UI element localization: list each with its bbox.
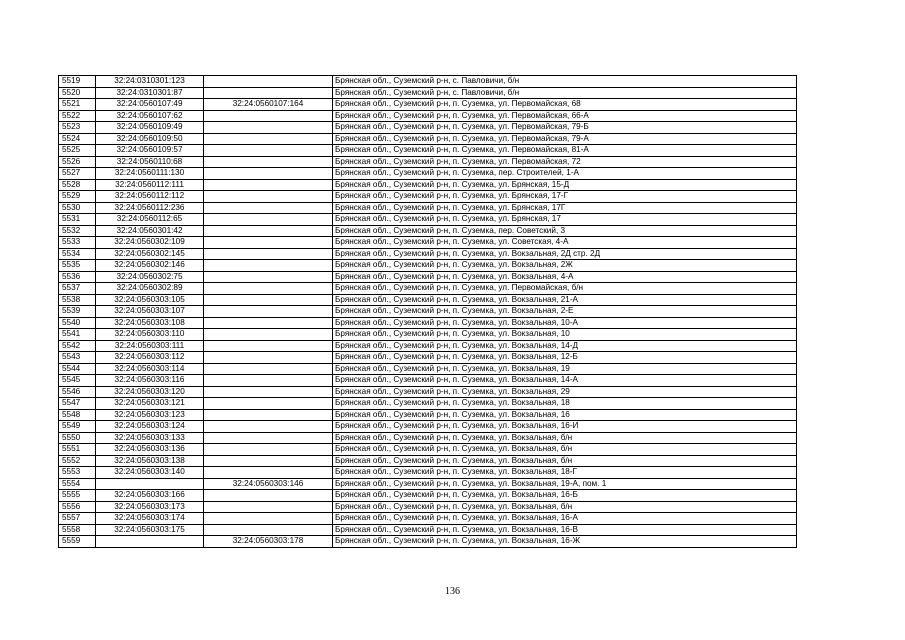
table-row bbox=[59, 271, 797, 283]
table-row bbox=[59, 283, 797, 295]
building-cadastral-number-cell bbox=[204, 145, 333, 157]
address-cell: Брянская обл., Суземский р-н, п. Суземка, ул. Вокзальная, б/н bbox=[333, 432, 797, 444]
row-number-cell: 5529 bbox=[59, 191, 96, 203]
table-row bbox=[59, 168, 797, 180]
building-cadastral-number-cell: 32:24:0560303:146 bbox=[204, 478, 333, 490]
address-cell: Брянская обл., Суземский р-н, п. Суземка, ул. Вокзальная, 16-И bbox=[333, 421, 797, 433]
table-row bbox=[59, 133, 797, 145]
building-cadastral-number-cell bbox=[204, 214, 333, 226]
address-cell: Брянская обл., Суземский р-н, п. Суземка, ул. Брянская, 17 bbox=[333, 214, 797, 226]
cadastral-number-cell: 32:24:0560303:114 bbox=[96, 363, 204, 375]
cadastral-number-cell: 32:24:0560112:112 bbox=[96, 191, 204, 203]
building-cadastral-number-cell bbox=[204, 283, 333, 295]
address-cell: Брянская обл., Суземский р-н, п. Суземка, ул. Вокзальная, б/н bbox=[333, 444, 797, 456]
row-number-cell: 5536 bbox=[59, 271, 96, 283]
building-cadastral-number-cell bbox=[204, 524, 333, 536]
cadastral-number-cell bbox=[96, 536, 204, 548]
row-number-cell: 5546 bbox=[59, 386, 96, 398]
table-row bbox=[59, 467, 797, 479]
building-cadastral-number-cell: 32:24:0560303:178 bbox=[204, 536, 333, 548]
cadastral-number-cell: 32:24:0560303:166 bbox=[96, 490, 204, 502]
building-cadastral-number-cell bbox=[204, 271, 333, 283]
address-cell: Брянская обл., Суземский р-н, п. Суземка, ул. Вокзальная, 2Д стр. 2Д bbox=[333, 248, 797, 260]
row-number-cell: 5557 bbox=[59, 513, 96, 525]
cadastral-number-cell: 32:24:0560303:173 bbox=[96, 501, 204, 513]
table-row bbox=[59, 294, 797, 306]
cadastral-number-cell: 32:24:0560303:124 bbox=[96, 421, 204, 433]
address-cell: Брянская обл., Суземский р-н, п. Суземка, ул. Первомайская, 72 bbox=[333, 156, 797, 168]
row-number-cell: 5537 bbox=[59, 283, 96, 295]
building-cadastral-number-cell bbox=[204, 294, 333, 306]
address-cell: Брянская обл., Суземский р-н, с. Павловичи, б/н bbox=[333, 87, 797, 99]
building-cadastral-number-cell bbox=[204, 248, 333, 260]
cadastral-number-cell: 32:24:0560107:49 bbox=[96, 99, 204, 111]
cadastral-number-cell bbox=[96, 478, 204, 490]
table-row bbox=[59, 260, 797, 272]
row-number-cell: 5528 bbox=[59, 179, 96, 191]
building-cadastral-number-cell bbox=[204, 122, 333, 134]
address-cell: Брянская обл., Суземский р-н, п. Суземка, ул. Брянская, 17Г bbox=[333, 202, 797, 214]
table-row bbox=[59, 444, 797, 456]
row-number-cell: 5519 bbox=[59, 76, 96, 88]
building-cadastral-number-cell bbox=[204, 87, 333, 99]
cadastral-number-cell: 32:24:0560302:109 bbox=[96, 237, 204, 249]
cadastral-number-cell: 32:24:0560303:107 bbox=[96, 306, 204, 318]
address-cell: Брянская обл., Суземский р-н, п. Суземка, ул. Вокзальная, 19-А, пом. 1 bbox=[333, 478, 797, 490]
table-row bbox=[59, 214, 797, 226]
row-number-cell: 5549 bbox=[59, 421, 96, 433]
row-number-cell: 5535 bbox=[59, 260, 96, 272]
building-cadastral-number-cell bbox=[204, 501, 333, 513]
row-number-cell: 5558 bbox=[59, 524, 96, 536]
address-cell: Брянская обл., Суземский р-н, п. Суземка, пер. Строителей, 1-А bbox=[333, 168, 797, 180]
cadastral-number-cell: 32:24:0560303:116 bbox=[96, 375, 204, 387]
row-number-cell: 5548 bbox=[59, 409, 96, 421]
address-cell: Брянская обл., Суземский р-н, п. Суземка, ул. Вокзальная, 10 bbox=[333, 329, 797, 341]
table-row bbox=[59, 409, 797, 421]
cadastral-number-cell: 32:24:0560303:123 bbox=[96, 409, 204, 421]
address-cell: Брянская обл., Суземский р-н, п. Суземка, ул. Первомайская, 79-А bbox=[333, 133, 797, 145]
table-row bbox=[59, 501, 797, 513]
address-cell: Брянская обл., Суземский р-н, п. Суземка, ул. Первомайская, 79-Б bbox=[333, 122, 797, 134]
row-number-cell: 5543 bbox=[59, 352, 96, 364]
address-cell: Брянская обл., Суземский р-н, п. Суземка, ул. Вокзальная, 10-А bbox=[333, 317, 797, 329]
cadastral-number-cell: 32:24:0560303:105 bbox=[96, 294, 204, 306]
table-row bbox=[59, 76, 797, 88]
row-number-cell: 5531 bbox=[59, 214, 96, 226]
table-row bbox=[59, 513, 797, 525]
row-number-cell: 5541 bbox=[59, 329, 96, 341]
address-cell: Брянская обл., Суземский р-н, п. Суземка, ул. Вокзальная, 16 bbox=[333, 409, 797, 421]
row-number-cell: 5559 bbox=[59, 536, 96, 548]
building-cadastral-number-cell bbox=[204, 432, 333, 444]
address-cell: Брянская обл., Суземский р-н, п. Суземка, ул. Брянская, 17-Г bbox=[333, 191, 797, 203]
address-cell: Брянская обл., Суземский р-н, п. Суземка, ул. Вокзальная, 2-Е bbox=[333, 306, 797, 318]
table-row bbox=[59, 156, 797, 168]
row-number-cell: 5527 bbox=[59, 168, 96, 180]
address-cell: Брянская обл., Суземский р-н, п. Суземка, ул. Брянская, 15-Д bbox=[333, 179, 797, 191]
cadastral-number-cell: 32:24:0560301:42 bbox=[96, 225, 204, 237]
table-row bbox=[59, 490, 797, 502]
row-number-cell: 5534 bbox=[59, 248, 96, 260]
row-number-cell: 5539 bbox=[59, 306, 96, 318]
table-row bbox=[59, 110, 797, 122]
table-row bbox=[59, 225, 797, 237]
cadastral-number-cell: 32:24:0560110:68 bbox=[96, 156, 204, 168]
address-cell: Брянская обл., Суземский р-н, п. Суземка, ул. Вокзальная, 14-А bbox=[333, 375, 797, 387]
building-cadastral-number-cell bbox=[204, 363, 333, 375]
address-cell: Брянская обл., Суземский р-н, п. Суземка, ул. Вокзальная, б/н bbox=[333, 501, 797, 513]
building-cadastral-number-cell bbox=[204, 237, 333, 249]
building-cadastral-number-cell bbox=[204, 225, 333, 237]
table-row bbox=[59, 317, 797, 329]
row-number-cell: 5553 bbox=[59, 467, 96, 479]
cadastral-number-cell: 32:24:0560112:236 bbox=[96, 202, 204, 214]
building-cadastral-number-cell bbox=[204, 490, 333, 502]
property-table-body bbox=[59, 76, 797, 548]
address-cell: Брянская обл., Суземский р-н, п. Суземка, ул. Советская, 4-А bbox=[333, 237, 797, 249]
row-number-cell: 5544 bbox=[59, 363, 96, 375]
cadastral-number-cell: 32:24:0560303:110 bbox=[96, 329, 204, 341]
row-number-cell: 5526 bbox=[59, 156, 96, 168]
cadastral-number-cell: 32:24:0560303:175 bbox=[96, 524, 204, 536]
row-number-cell: 5542 bbox=[59, 340, 96, 352]
building-cadastral-number-cell bbox=[204, 306, 333, 318]
property-table bbox=[58, 75, 797, 548]
table-row bbox=[59, 352, 797, 364]
table-row bbox=[59, 524, 797, 536]
address-cell: Брянская обл., Суземский р-н, п. Суземка, ул. Вокзальная, б/н bbox=[333, 455, 797, 467]
table-row bbox=[59, 363, 797, 375]
cadastral-number-cell: 32:24:0560303:111 bbox=[96, 340, 204, 352]
row-number-cell: 5552 bbox=[59, 455, 96, 467]
row-number-cell: 5524 bbox=[59, 133, 96, 145]
building-cadastral-number-cell bbox=[204, 398, 333, 410]
cadastral-number-cell: 32:24:0560302:145 bbox=[96, 248, 204, 260]
table-row bbox=[59, 340, 797, 352]
cadastral-number-cell: 32:24:0310301:87 bbox=[96, 87, 204, 99]
building-cadastral-number-cell bbox=[204, 133, 333, 145]
building-cadastral-number-cell bbox=[204, 386, 333, 398]
row-number-cell: 5520 bbox=[59, 87, 96, 99]
building-cadastral-number-cell bbox=[204, 179, 333, 191]
table-row bbox=[59, 478, 797, 490]
address-cell: Брянская обл., Суземский р-н, п. Суземка, ул. Вокзальная, 12-Б bbox=[333, 352, 797, 364]
building-cadastral-number-cell bbox=[204, 168, 333, 180]
cadastral-number-cell: 32:24:0560111:130 bbox=[96, 168, 204, 180]
cadastral-number-cell: 32:24:0560109:50 bbox=[96, 133, 204, 145]
table-row bbox=[59, 329, 797, 341]
building-cadastral-number-cell bbox=[204, 317, 333, 329]
cadastral-number-cell: 32:24:0560303:140 bbox=[96, 467, 204, 479]
table-row bbox=[59, 122, 797, 134]
building-cadastral-number-cell bbox=[204, 444, 333, 456]
row-number-cell: 5521 bbox=[59, 99, 96, 111]
address-cell: Брянская обл., Суземский р-н, п. Суземка, ул. Первомайская, 66-А bbox=[333, 110, 797, 122]
building-cadastral-number-cell bbox=[204, 191, 333, 203]
table-row bbox=[59, 202, 797, 214]
building-cadastral-number-cell bbox=[204, 375, 333, 387]
address-cell: Брянская обл., Суземский р-н, п. Суземка, ул. Вокзальная, 18 bbox=[333, 398, 797, 410]
table-row bbox=[59, 421, 797, 433]
cadastral-number-cell: 32:24:0560302:146 bbox=[96, 260, 204, 272]
table-row bbox=[59, 375, 797, 387]
table-row bbox=[59, 179, 797, 191]
address-cell: Брянская обл., Суземский р-н, п. Суземка, ул. Первомайская, 68 bbox=[333, 99, 797, 111]
cadastral-number-cell: 32:24:0560303:121 bbox=[96, 398, 204, 410]
cadastral-number-cell: 32:24:0560302:89 bbox=[96, 283, 204, 295]
row-number-cell: 5530 bbox=[59, 202, 96, 214]
row-number-cell: 5556 bbox=[59, 501, 96, 513]
address-cell: Брянская обл., Суземский р-н, п. Суземка, ул. Вокзальная, 18-Г bbox=[333, 467, 797, 479]
table-row bbox=[59, 191, 797, 203]
building-cadastral-number-cell bbox=[204, 156, 333, 168]
address-cell: Брянская обл., Суземский р-н, п. Суземка, ул. Вокзальная, 19 bbox=[333, 363, 797, 375]
row-number-cell: 5550 bbox=[59, 432, 96, 444]
address-cell: Брянская обл., Суземский р-н, п. Суземка, ул. Вокзальная, 21-А bbox=[333, 294, 797, 306]
address-cell: Брянская обл., Суземский р-н, с. Павловичи, б/н bbox=[333, 76, 797, 88]
building-cadastral-number-cell bbox=[204, 76, 333, 88]
table-row bbox=[59, 237, 797, 249]
building-cadastral-number-cell bbox=[204, 467, 333, 479]
cadastral-number-cell: 32:24:0560303:138 bbox=[96, 455, 204, 467]
building-cadastral-number-cell bbox=[204, 352, 333, 364]
cadastral-number-cell: 32:24:0560109:49 bbox=[96, 122, 204, 134]
table-row bbox=[59, 87, 797, 99]
row-number-cell: 5551 bbox=[59, 444, 96, 456]
address-cell: Брянская обл., Суземский р-н, п. Суземка, ул. Вокзальная, 16-Б bbox=[333, 490, 797, 502]
row-number-cell: 5555 bbox=[59, 490, 96, 502]
building-cadastral-number-cell: 32:24:0560107:164 bbox=[204, 99, 333, 111]
address-cell: Брянская обл., Суземский р-н, п. Суземка, ул. Вокзальная, 29 bbox=[333, 386, 797, 398]
cadastral-number-cell: 32:24:0560303:136 bbox=[96, 444, 204, 456]
building-cadastral-number-cell bbox=[204, 260, 333, 272]
address-cell: Брянская обл., Суземский р-н, п. Суземка, ул. Вокзальная, 16-Ж bbox=[333, 536, 797, 548]
building-cadastral-number-cell bbox=[204, 421, 333, 433]
address-cell: Брянская обл., Суземский р-н, п. Суземка, ул. Первомайская, 81-А bbox=[333, 145, 797, 157]
cadastral-number-cell: 32:24:0310301:123 bbox=[96, 76, 204, 88]
table-row bbox=[59, 99, 797, 111]
cadastral-number-cell: 32:24:0560303:133 bbox=[96, 432, 204, 444]
table-row bbox=[59, 536, 797, 548]
address-cell: Брянская обл., Суземский р-н, п. Суземка, ул. Первомайская, б/н bbox=[333, 283, 797, 295]
row-number-cell: 5538 bbox=[59, 294, 96, 306]
row-number-cell: 5533 bbox=[59, 237, 96, 249]
row-number-cell: 5522 bbox=[59, 110, 96, 122]
row-number-cell: 5540 bbox=[59, 317, 96, 329]
row-number-cell: 5523 bbox=[59, 122, 96, 134]
cadastral-number-cell: 32:24:0560303:174 bbox=[96, 513, 204, 525]
table-row bbox=[59, 398, 797, 410]
building-cadastral-number-cell bbox=[204, 329, 333, 341]
table-row bbox=[59, 306, 797, 318]
building-cadastral-number-cell bbox=[204, 340, 333, 352]
cadastral-number-cell: 32:24:0560303:120 bbox=[96, 386, 204, 398]
building-cadastral-number-cell bbox=[204, 455, 333, 467]
address-cell: Брянская обл., Суземский р-н, п. Суземка, ул. Вокзальная, 16-А bbox=[333, 513, 797, 525]
cadastral-number-cell: 32:24:0560112:111 bbox=[96, 179, 204, 191]
building-cadastral-number-cell bbox=[204, 513, 333, 525]
address-cell: Брянская обл., Суземский р-н, п. Суземка, пер. Советский, 3 bbox=[333, 225, 797, 237]
building-cadastral-number-cell bbox=[204, 202, 333, 214]
table-row bbox=[59, 248, 797, 260]
cadastral-number-cell: 32:24:0560109:57 bbox=[96, 145, 204, 157]
row-number-cell: 5554 bbox=[59, 478, 96, 490]
row-number-cell: 5525 bbox=[59, 145, 96, 157]
page-number: 136 bbox=[445, 586, 460, 597]
row-number-cell: 5532 bbox=[59, 225, 96, 237]
building-cadastral-number-cell bbox=[204, 110, 333, 122]
building-cadastral-number-cell bbox=[204, 409, 333, 421]
address-cell: Брянская обл., Суземский р-н, п. Суземка, ул. Вокзальная, 14-Д bbox=[333, 340, 797, 352]
table-row bbox=[59, 145, 797, 157]
row-number-cell: 5545 bbox=[59, 375, 96, 387]
address-cell: Брянская обл., Суземский р-н, п. Суземка, ул. Вокзальная, 16-В bbox=[333, 524, 797, 536]
table-row bbox=[59, 455, 797, 467]
table-row bbox=[59, 386, 797, 398]
address-cell: Брянская обл., Суземский р-н, п. Суземка, ул. Вокзальная, 4-А bbox=[333, 271, 797, 283]
cadastral-number-cell: 32:24:0560107:62 bbox=[96, 110, 204, 122]
row-number-cell: 5547 bbox=[59, 398, 96, 410]
cadastral-number-cell: 32:24:0560303:108 bbox=[96, 317, 204, 329]
cadastral-number-cell: 32:24:0560303:112 bbox=[96, 352, 204, 364]
cadastral-number-cell: 32:24:0560302:75 bbox=[96, 271, 204, 283]
table-row bbox=[59, 432, 797, 444]
address-cell: Брянская обл., Суземский р-н, п. Суземка, ул. Вокзальная, 2Ж bbox=[333, 260, 797, 272]
cadastral-number-cell: 32:24:0560112:65 bbox=[96, 214, 204, 226]
